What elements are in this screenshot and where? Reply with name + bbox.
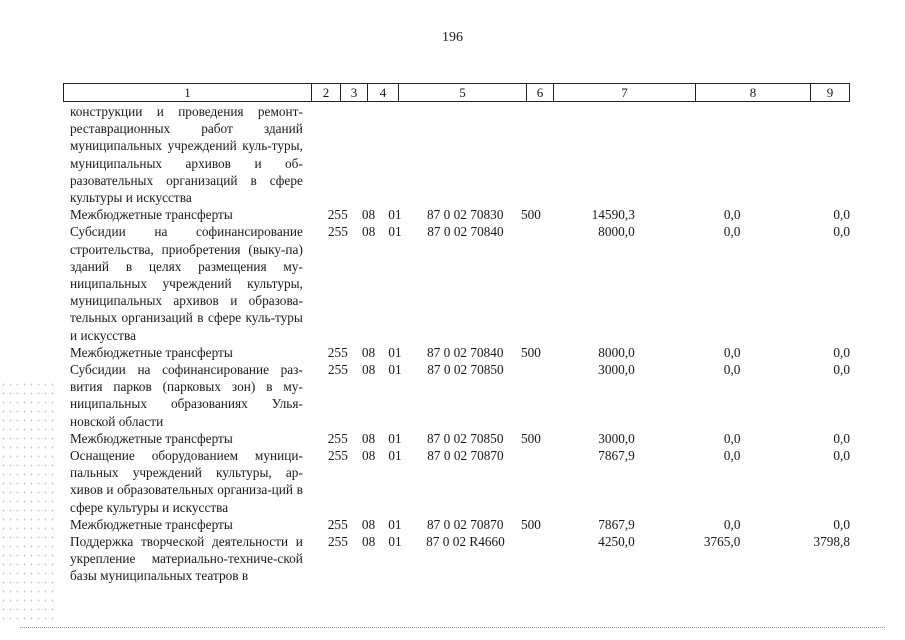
row-c4: 01 xyxy=(388,516,402,532)
table-row xyxy=(70,103,850,206)
table-row xyxy=(70,206,850,223)
row-c8: 0,0 xyxy=(723,344,741,360)
row-c9: 0,0 xyxy=(833,516,850,532)
table-row xyxy=(70,533,850,585)
table-row xyxy=(70,447,850,516)
row-c2: 255 xyxy=(327,516,348,532)
row-c7: 8000,0 xyxy=(598,224,635,240)
row-c9: 0,0 xyxy=(833,448,851,464)
header-col-6: 6 xyxy=(527,84,554,101)
row-c4: 01 xyxy=(388,534,402,550)
row-c9: 0,0 xyxy=(833,207,850,223)
row-c2: 255 xyxy=(327,344,348,360)
row-c3: 08 xyxy=(361,362,376,378)
row-c8: 0,0 xyxy=(723,362,741,378)
row-c4: 01 xyxy=(388,207,402,223)
row-c5: 87 0 02 70850 xyxy=(427,430,504,446)
header-col-4: 4 xyxy=(368,84,399,101)
row-c4: 01 xyxy=(388,344,402,360)
row-c5: 87 0 02 70850 xyxy=(427,362,504,378)
row-c7: 3000,0 xyxy=(598,430,635,446)
row-description: Поддержка творческой деятельности и укрепление материально-техниче-ской базы муниципальных театров в xyxy=(70,534,303,584)
row-c6: 500 xyxy=(521,516,541,532)
row-c7: 3000,0 xyxy=(598,362,635,378)
row-c2: 255 xyxy=(327,224,348,240)
row-c8: 0,0 xyxy=(723,516,741,532)
row-c3: 08 xyxy=(361,534,376,550)
table-header xyxy=(63,83,850,102)
row-c5: 87 0 02 70840 xyxy=(427,224,504,240)
row-description: Межбюджетные трансферты xyxy=(70,344,233,360)
row-c9: 0,0 xyxy=(833,224,851,240)
row-c6: 500 xyxy=(521,430,541,446)
row-c6 xyxy=(521,533,541,585)
row-c9: 0,0 xyxy=(833,362,851,378)
header-col-2: 2 xyxy=(312,84,341,101)
header-col-5: 5 xyxy=(399,84,527,101)
row-c3 xyxy=(348,103,375,206)
row-c5: 87 0 02 70830 xyxy=(427,207,504,223)
table-row xyxy=(70,361,850,430)
row-c4 xyxy=(375,103,401,206)
row-c3: 08 xyxy=(361,516,376,532)
row-description: Межбюджетные трансферты xyxy=(70,430,233,446)
row-c9 xyxy=(740,103,850,206)
row-c3: 08 xyxy=(361,207,376,223)
row-c4: 01 xyxy=(388,430,402,446)
row-c7: 14590,3 xyxy=(591,207,635,223)
row-c5: 87 0 02 70840 xyxy=(427,344,504,360)
row-c2 xyxy=(303,103,348,206)
table-body xyxy=(70,103,850,585)
row-c5: 87 0 02 70870 xyxy=(427,448,504,464)
row-c2: 255 xyxy=(327,207,348,223)
row-c8: 0,0 xyxy=(723,448,741,464)
row-c7 xyxy=(541,103,635,206)
row-c7: 7867,9 xyxy=(598,448,635,464)
header-col-8: 8 xyxy=(696,84,811,101)
row-c7: 7867,9 xyxy=(598,516,635,532)
row-c9: 3798,8 xyxy=(813,534,851,550)
table-row xyxy=(70,223,850,343)
row-c5: 87 0 02 70870 xyxy=(427,516,504,532)
page-number: 196 xyxy=(442,30,463,45)
row-c6 xyxy=(521,361,541,430)
row-c6 xyxy=(521,447,541,516)
row-c2: 255 xyxy=(327,448,348,464)
row-description: Оснащение оборудованием муници-пальных учреждений культуры, ар-хивов и образовательных организа-ций в сфере культуры и искусства xyxy=(70,448,303,515)
row-c9: 0,0 xyxy=(833,430,850,446)
row-c2: 255 xyxy=(327,534,348,550)
row-c6: 500 xyxy=(521,207,541,223)
row-c8: 0,0 xyxy=(723,430,741,446)
header-col-1: 1 xyxy=(64,84,312,101)
row-c6: 500 xyxy=(521,344,541,360)
row-c6 xyxy=(521,223,541,343)
row-c8 xyxy=(635,103,741,206)
header-col-3: 3 xyxy=(341,84,368,101)
scan-noise xyxy=(0,380,55,620)
row-c8: 0,0 xyxy=(723,224,741,240)
table-row xyxy=(70,344,850,361)
row-description: Субсидии на софинансирование раз-вития парков (парковых зон) в му-ниципальных образованиях Улья-новской области xyxy=(70,362,303,429)
row-c3: 08 xyxy=(361,430,376,446)
row-c8: 0,0 xyxy=(723,207,741,223)
row-c3: 08 xyxy=(361,448,376,464)
row-c9: 0,0 xyxy=(833,344,850,360)
row-c4: 01 xyxy=(388,448,402,464)
row-c4: 01 xyxy=(388,362,402,378)
row-c5: 87 0 02 R4660 xyxy=(426,534,505,550)
scan-edge xyxy=(20,627,885,628)
row-description: Межбюджетные трансферты xyxy=(70,207,233,223)
table-row xyxy=(70,516,850,533)
row-description: конструкции и проведения ремонт-реставрационных работ зданий муниципальных учреждений куль-туры, муниципальных архивов и об-разовательных организаций в сфере культуры и искусства xyxy=(70,104,303,206)
row-c7: 4250,0 xyxy=(598,534,635,550)
row-c4: 01 xyxy=(388,224,402,240)
row-description: Субсидии на софинансирование строительства, приобретения (выку-па) зданий в целях размещения му-ниципальных учреждений культуры, муниципальных архивов и образова-тельных организаций в сфере куль-туры и искусства xyxy=(70,224,303,343)
row-description: Межбюджетные трансферты xyxy=(70,516,233,532)
row-c8: 3765,0 xyxy=(703,534,741,550)
row-c5 xyxy=(402,103,522,206)
row-c3: 08 xyxy=(361,224,376,240)
row-c2: 255 xyxy=(327,362,348,378)
header-col-9: 9 xyxy=(826,85,834,100)
row-c6 xyxy=(521,103,541,206)
row-c3: 08 xyxy=(361,344,376,360)
row-c7: 8000,0 xyxy=(598,344,635,360)
table-row xyxy=(70,430,850,447)
row-c2: 255 xyxy=(327,430,348,446)
header-col-7: 7 xyxy=(554,84,696,101)
